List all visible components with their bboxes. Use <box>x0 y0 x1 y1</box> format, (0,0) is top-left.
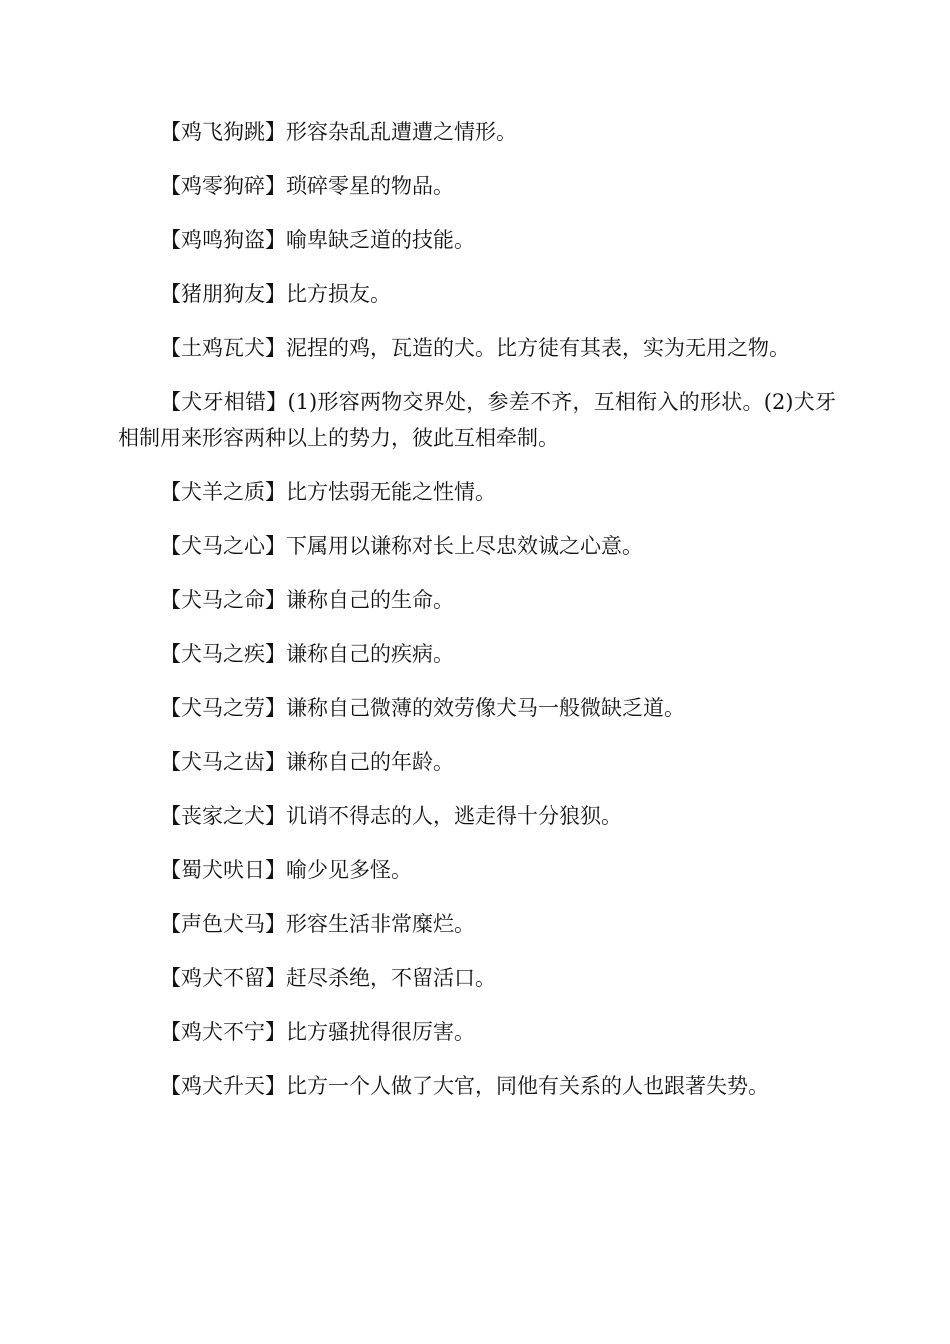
idiom-entry <box>118 906 836 942</box>
idiom-entry <box>118 582 836 618</box>
idiom-definition: 琐碎零星的物品。 <box>286 174 454 198</box>
idiom-definition: 谦称自己的生命。 <box>286 588 454 612</box>
idiom-term: 【鸡飞狗跳】 <box>160 120 286 144</box>
idiom-term: 【犬羊之质】 <box>160 480 286 504</box>
idiom-entry <box>118 114 836 150</box>
idiom-definition: 比方怯弱无能之性情。 <box>286 480 496 504</box>
idiom-entry <box>118 744 836 780</box>
idiom-entry <box>118 384 836 456</box>
idiom-entry <box>118 690 836 726</box>
idiom-entry <box>118 330 836 366</box>
idiom-term: 【犬马之命】 <box>160 588 286 612</box>
idiom-term: 【土鸡瓦犬】 <box>160 336 286 360</box>
idiom-definition: 下属用以谦称对长上尽忠效诚之心意。 <box>286 534 643 558</box>
idiom-entry <box>118 1068 836 1104</box>
idiom-entry <box>118 528 836 564</box>
idiom-term: 【犬牙相错】 <box>160 390 288 414</box>
idiom-entry <box>118 960 836 996</box>
idiom-definition: 讥诮不得志的人，逃走得十分狼狈。 <box>286 804 622 828</box>
idiom-term: 【猪朋狗友】 <box>160 282 286 306</box>
idiom-definition: 形容生活非常糜烂。 <box>286 912 475 936</box>
idiom-term: 【鸡鸣狗盗】 <box>160 228 286 252</box>
idiom-definition: 谦称自己的疾病。 <box>286 642 454 666</box>
idiom-term: 【声色犬马】 <box>160 912 286 936</box>
idiom-term: 【蜀犬吠日】 <box>160 858 286 882</box>
idiom-term: 【犬马之齿】 <box>160 750 286 774</box>
idiom-term: 【鸡犬不留】 <box>160 966 286 990</box>
idiom-definition: 比方骚扰得很厉害。 <box>286 1020 475 1044</box>
idiom-term: 【鸡零狗碎】 <box>160 174 286 198</box>
idiom-entry <box>118 852 836 888</box>
idiom-entry <box>118 636 836 672</box>
idiom-term: 【犬马之劳】 <box>160 696 286 720</box>
idiom-entry <box>118 474 836 510</box>
idiom-entry <box>118 1014 836 1050</box>
idiom-entry <box>118 222 836 258</box>
idiom-definition: 喻卑缺乏道的技能。 <box>286 228 475 252</box>
idiom-term: 【丧家之犬】 <box>160 804 286 828</box>
idiom-term: 【鸡犬升天】 <box>160 1074 286 1098</box>
idiom-entry <box>118 798 836 834</box>
idiom-definition: 比方损友。 <box>286 282 391 306</box>
idiom-entry <box>118 276 836 312</box>
idiom-entry <box>118 168 836 204</box>
idiom-definition: 喻少见多怪。 <box>286 858 412 882</box>
idiom-definition: 赶尽杀绝，不留活口。 <box>286 966 496 990</box>
idiom-definition: (1)形容两物交界处，参差不齐，互相衔入的形状。(2)犬牙相制用来形容两种以上的势力，彼此互相牵制。 <box>118 390 836 450</box>
idiom-list <box>118 114 836 1122</box>
idiom-term: 【犬马之心】 <box>160 534 286 558</box>
idiom-definition: 谦称自己的年龄。 <box>286 750 454 774</box>
idiom-term: 【犬马之疾】 <box>160 642 286 666</box>
idiom-definition: 形容杂乱乱遭遭之情形。 <box>286 120 517 144</box>
idiom-definition: 泥捏的鸡，瓦造的犬。比方徒有其表，实为无用之物。 <box>286 336 790 360</box>
idiom-definition: 谦称自己微薄的效劳像犬马一般微缺乏道。 <box>286 696 685 720</box>
idiom-term: 【鸡犬不宁】 <box>160 1020 286 1044</box>
idiom-definition: 比方一个人做了大官，同他有关系的人也跟著失势。 <box>286 1074 769 1098</box>
